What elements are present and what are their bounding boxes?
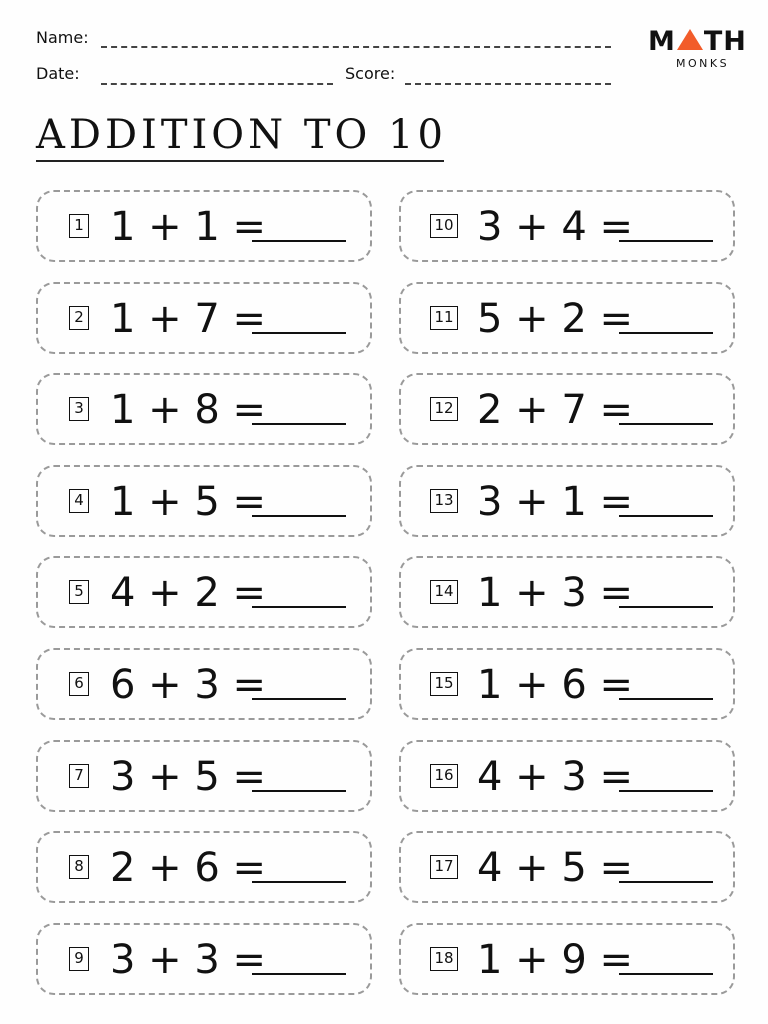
problem-card bbox=[399, 282, 735, 354]
answer-blank[interactable] bbox=[619, 606, 713, 608]
problem-card bbox=[36, 648, 372, 720]
logo-text-before: M bbox=[648, 26, 676, 57]
answer-blank[interactable] bbox=[619, 790, 713, 792]
problem-expression: 1 + 3 = bbox=[477, 570, 634, 616]
answer-blank[interactable] bbox=[619, 515, 713, 517]
problem-expression: 4 + 5 = bbox=[477, 845, 634, 891]
problem-number: 15 bbox=[430, 672, 458, 696]
problem-expression: 5 + 2 = bbox=[477, 296, 634, 342]
answer-blank[interactable] bbox=[619, 698, 713, 700]
problem-card bbox=[36, 465, 372, 537]
problem-expression: 1 + 9 = bbox=[477, 937, 634, 983]
answer-blank[interactable] bbox=[619, 240, 713, 242]
answer-blank[interactable] bbox=[619, 973, 713, 975]
problem-expression: 1 + 8 = bbox=[110, 387, 267, 433]
problem-number: 9 bbox=[69, 947, 89, 971]
problem-number: 14 bbox=[430, 580, 458, 604]
answer-blank[interactable] bbox=[252, 881, 346, 883]
problem-expression: 1 + 6 = bbox=[477, 662, 634, 708]
problem-expression: 4 + 3 = bbox=[477, 754, 634, 800]
problem-card bbox=[36, 373, 372, 445]
answer-blank[interactable] bbox=[619, 423, 713, 425]
problem-expression: 3 + 3 = bbox=[110, 937, 267, 983]
answer-blank[interactable] bbox=[252, 332, 346, 334]
problem-expression: 2 + 7 = bbox=[477, 387, 634, 433]
problem-card bbox=[36, 923, 372, 995]
name-label: Name: bbox=[36, 28, 89, 47]
problem-expression: 4 + 2 = bbox=[110, 570, 267, 616]
problem-number: 4 bbox=[69, 489, 89, 513]
problem-expression: 6 + 3 = bbox=[110, 662, 267, 708]
problem-number: 2 bbox=[69, 306, 89, 330]
problem-card bbox=[399, 740, 735, 812]
answer-blank[interactable] bbox=[252, 515, 346, 517]
problem-card bbox=[36, 740, 372, 812]
logo-wordmark bbox=[648, 26, 747, 57]
problem-number: 12 bbox=[430, 397, 458, 421]
problem-card bbox=[399, 923, 735, 995]
problem-expression: 3 + 5 = bbox=[110, 754, 267, 800]
score-label: Score: bbox=[345, 64, 396, 83]
problem-expression: 1 + 1 = bbox=[110, 204, 267, 250]
problem-card bbox=[399, 373, 735, 445]
problem-number: 18 bbox=[430, 947, 458, 971]
problem-number: 13 bbox=[430, 489, 458, 513]
score-field[interactable] bbox=[405, 83, 611, 85]
problem-number: 10 bbox=[430, 214, 458, 238]
problem-expression: 1 + 5 = bbox=[110, 479, 267, 525]
problem-number: 3 bbox=[69, 397, 89, 421]
problem-card bbox=[36, 831, 372, 903]
problem-expression: 3 + 1 = bbox=[477, 479, 634, 525]
answer-blank[interactable] bbox=[252, 973, 346, 975]
problem-expression: 2 + 6 = bbox=[110, 845, 267, 891]
problem-card bbox=[36, 282, 372, 354]
answer-blank[interactable] bbox=[252, 423, 346, 425]
problem-card bbox=[399, 831, 735, 903]
answer-blank[interactable] bbox=[252, 790, 346, 792]
problem-card bbox=[399, 556, 735, 628]
problem-number: 7 bbox=[69, 764, 89, 788]
worksheet-title: ADDITION TO 10 bbox=[36, 112, 447, 158]
problem-expression: 1 + 7 = bbox=[110, 296, 267, 342]
title-underline bbox=[36, 160, 444, 162]
logo-text-after: TH bbox=[703, 26, 747, 57]
problem-number: 5 bbox=[69, 580, 89, 604]
problem-number: 16 bbox=[430, 764, 458, 788]
math-monks-logo bbox=[640, 26, 750, 76]
answer-blank[interactable] bbox=[252, 698, 346, 700]
problem-card bbox=[36, 556, 372, 628]
problem-number: 17 bbox=[430, 855, 458, 879]
problem-number: 6 bbox=[69, 672, 89, 696]
problem-card bbox=[399, 190, 735, 262]
name-field[interactable] bbox=[101, 46, 611, 48]
answer-blank[interactable] bbox=[252, 606, 346, 608]
answer-blank[interactable] bbox=[619, 881, 713, 883]
problem-expression: 3 + 4 = bbox=[477, 204, 634, 250]
logo-subtitle: MONKS bbox=[676, 57, 730, 70]
problem-number: 11 bbox=[430, 306, 458, 330]
problem-card bbox=[399, 465, 735, 537]
date-field[interactable] bbox=[101, 83, 333, 85]
problem-card bbox=[36, 190, 372, 262]
problem-number: 8 bbox=[69, 855, 89, 879]
problem-card bbox=[399, 648, 735, 720]
date-label: Date: bbox=[36, 64, 80, 83]
problem-number: 1 bbox=[69, 214, 89, 238]
triangle-icon bbox=[677, 29, 703, 50]
answer-blank[interactable] bbox=[619, 332, 713, 334]
answer-blank[interactable] bbox=[252, 240, 346, 242]
